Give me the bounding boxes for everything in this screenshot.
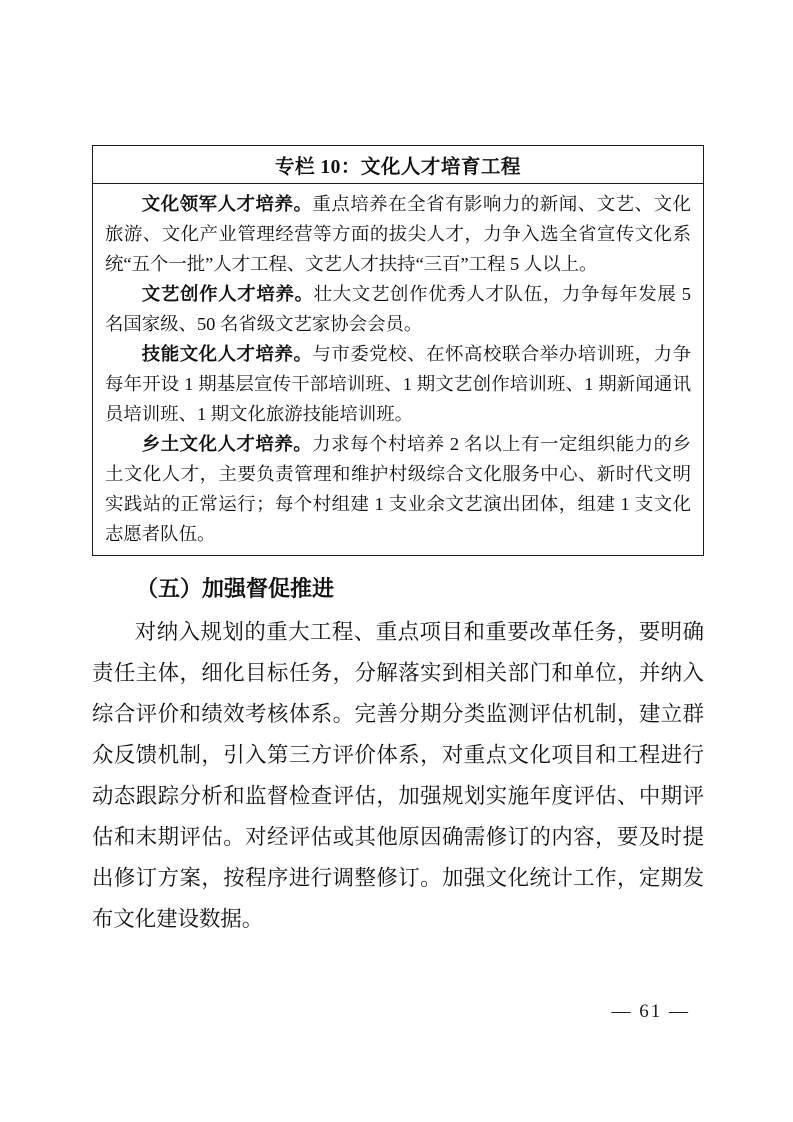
box-content [93, 184, 703, 555]
page-content [92, 145, 704, 940]
box-paragraph [105, 279, 691, 339]
highlight-box [92, 145, 704, 556]
box-paragraph-text: 壮大文艺创作优秀人才队伍，力争每年发展 5 名国家级、50 名省级文艺家协会会员。 [105, 284, 691, 334]
box-paragraph [105, 189, 691, 279]
box-paragraph-lead: 文化领军人才培养。 [141, 194, 313, 214]
box-title: 专栏 10：文化人才培育工程 [93, 146, 703, 184]
box-paragraph [105, 339, 691, 429]
page-number: — 61 — [611, 1001, 690, 1022]
box-paragraph-text: 力求每个村培养 2 名以上有一定组织能力的乡土文化人才，主要负责管理和维护村级综合文化服务中心、新时代文明实践站的正常运行；每个村组建 1 支业余文艺演出团体，组建 1 支文化志愿者队伍。 [105, 434, 691, 544]
box-paragraph [105, 429, 691, 549]
box-paragraph-lead: 文艺创作人才培养。 [141, 284, 314, 304]
box-paragraph-text: 重点培养在全省有影响力的新闻、文艺、文化旅游、文化产业管理经营等方面的拔尖人才，力争入选全省宣传文化系统“五个一批”人才工程、文艺人才扶持“三百”工程 5 人以上。 [105, 194, 691, 274]
box-paragraph-lead: 技能文化人才培养。 [141, 344, 313, 364]
body-paragraph: 对纳入规划的重大工程、重点项目和重要改革任务，要明确责任主体，细化目标任务，分解落实到相关部门和单位，并纳入综合评价和绩效考核体系。完善分期分类监测评估机制，建立群众反馈机制，引入第三方评价体系，对重点文化项目和工程进行动态跟踪分析和监督检查评估，加强规划实施年度评估、中期评估和末期评估。对经评估或其他原因确需修订的内容，要及时提出修订方案，按程序进行调整修订。加强文化统计工作，定期发布文化建设数据。 [92, 620, 704, 931]
box-paragraph-lead: 乡土文化人才培养。 [141, 434, 313, 454]
box-paragraph-text: 与市委党校、在怀高校联合举办培训班，力争每年开设 1 期基层宣传干部培训班、1 期文艺创作培训班、1 期新闻通讯员培训班、1 期文化旅游技能培训班。 [105, 344, 691, 424]
section-heading: （五）加强督促推进 [136, 576, 335, 601]
